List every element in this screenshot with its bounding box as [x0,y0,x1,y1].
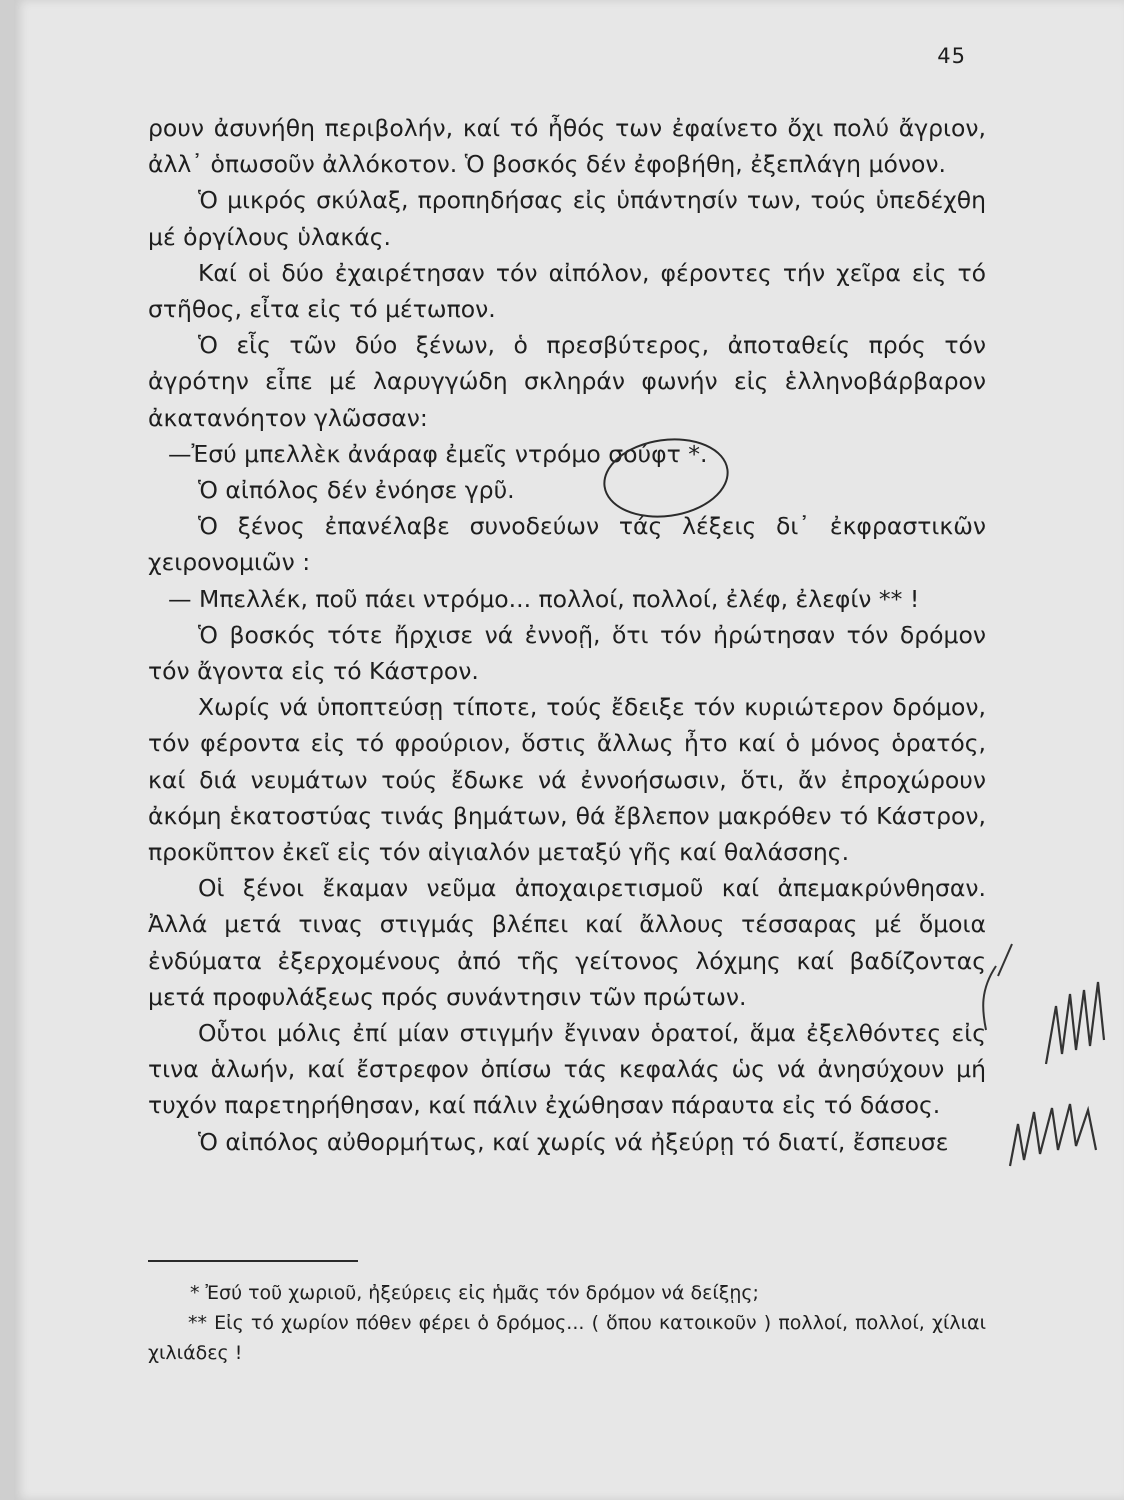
paragraph: Ὁ εἷς τῶν δύο ξένων, ὁ πρεσβύτερος, ἀποταθείς πρός τόν ἀγρότην εἶπε μέ λαρυγγώδη σκληράν φωνήν εἰς ἑλληνοβάρβαρον ἀκατανόητον γλῶσσαν: [148,331,986,432]
page-number: 45 [937,44,966,68]
book-page [14,0,1124,1500]
paragraph: Οὗτοι μόλις ἐπί μίαν στιγμήν ἔγιναν ὁρατοί, ἅμα ἐξελθόντες εἰς τινα ἁλωήν, καί ἔστρεφον ὀπίσω τάς κεφαλάς ὡς νά ἀνησύχουν μή τυχόν παρετηρήθησαν, καί πάλιν ἐχώθησαν πάραυτα εἰς τό δάσος. [148,1019,986,1120]
dialog-line: —Ἐσύ μπελλὲκ ἀνάραφ ἐμεῖς ντρόμο σούφτ *. [168,439,708,468]
footnotes [148,1278,986,1368]
paragraph: Ὁ ξένος ἐπανέλαβε συνοδεύων τάς λέξεις δι᾽ ἐκφραστικῶν χειρονομιῶν : [148,512,986,577]
paragraph: Ὁ βοσκός τότε ἤρχισε νά ἐννοῇ, ὅτι τόν ἠρώτησαν τόν δρόμον τόν ἄγοντα εἰς τό Κάστρον. [148,620,986,686]
paragraph: Ὁ αἰπόλος αὐθορμήτως, καί χωρίς νά ἠξεύρῃ τό διατί, ἔσπευσε [198,1127,949,1156]
paragraph: Ὁ αἰπόλος δέν ἐνόησε γρῦ. [198,476,515,505]
paragraph: ρουν ἀσυνήθη περιβολήν, καί τό ἦθός των ἐφαίνετο ὄχι πολύ ἄγριον, ἀλλ᾽ ὁπωσοῦν ἀλλόκοτον. Ὁ βοσκός δέν ἐφοβήθη, ἐξεπλάγη μόνον. [148,114,986,179]
paragraph: Χωρίς νά ὑποπτεύσῃ τίποτε, τούς ἔδειξε τόν κυριώτερον δρόμον, τόν φέροντα εἰς τό φρούριον, ὅστις ἄλλως ἦτο καί ὁ μόνος ὁρατός, καί διά νευμάτων τούς ἔδωκε νά ἐννοήσωσιν, ὅτι, ἄν ἐπροχώρουν ἀκόμη ἑκατοστύας τινάς βημάτων, θά ἔβλεπον μακρόθεν τό Κάστρον, προκῦπτον ἐκεῖ εἰς τόν αἰγιαλόν μεταξύ γῆς καί θαλάσσης. [148,693,986,867]
dialog-line: — Μπελλέκ, ποῦ πάει ντρόμο... πολλοί, πολλοί, ἐλέφ, ἐλεφίν ** ! [168,584,920,613]
footnote: * Ἐσύ τοῦ χωριοῦ, ἠξεύρεις εἰς ἡμᾶς τόν δρόμον νά δείξῃς; [190,1282,759,1304]
paragraph: Καί οἱ δύο ἐχαιρέτησαν τόν αἰπόλον, φέροντες τήν χεῖρα εἰς τό στῆθος, εἶτα εἰς τό μέτωπον. [148,258,986,324]
body-text [148,110,986,1160]
paragraph: Οἱ ξένοι ἔκαμαν νεῦμα ἀποχαιρετισμοῦ καί ἀπεμακρύνθησαν. Ἀλλά μετά τινας στιγμάς βλέπει καί ἄλλους τέσσαρας μέ ὅμοια ἐνδύματα ἐξερχομένους ἀπό τῆς γείτονος λόχμης καί βαδίζοντας μετά προφυλάξεως πρός συνάντησιν τῶν πρώτων. [148,874,986,1011]
paragraph: Ὁ μικρός σκύλαξ, προπηδήσας εἰς ὑπάντησίν των, τούς ὑπεδέχθη μέ ὀργίλους ὑλακάς. [148,186,986,251]
footnote-divider [148,1260,358,1262]
footnote: ** Εἰς τό χωρίον πόθεν φέρει ὁ δρόμος... ( ὅπου κατοικοῦν ) πολλοί, πολλοί, χίλιαι χιλιάδες ! [148,1312,986,1364]
